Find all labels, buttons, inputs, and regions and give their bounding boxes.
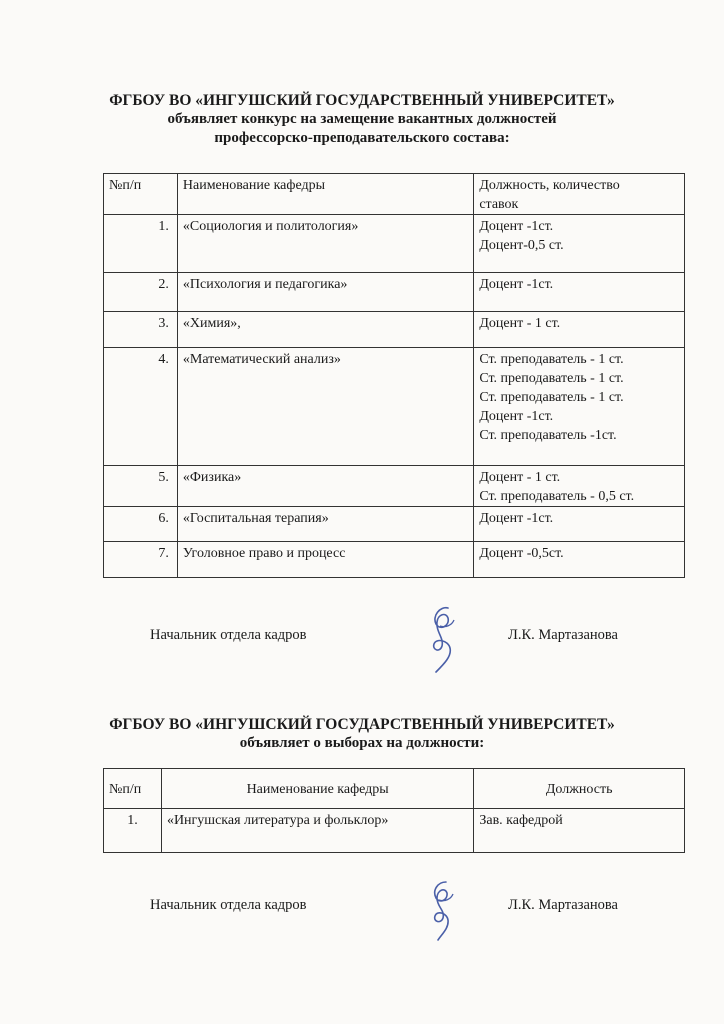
position-line: Ст. преподаватель - 1 ст. <box>479 390 624 405</box>
row-num: 3. <box>104 312 178 348</box>
position-line: Доцент -1ст. <box>479 511 554 526</box>
position-line: Ст. преподаватель - 1 ст. <box>479 352 624 367</box>
announcement-subtitle-2: профессорско-преподавательского состава: <box>214 130 510 146</box>
elections-table <box>103 768 685 853</box>
position-line: Доцент-0,5 ст. <box>479 238 564 253</box>
row-dept: «Математический анализ» <box>177 348 473 466</box>
position-line: Ст. преподаватель - 0,5 ст. <box>479 489 635 504</box>
table-row <box>104 215 685 273</box>
announcement-heading-1 <box>0 91 724 148</box>
position-line: Доцент - 1 ст. <box>479 316 561 331</box>
row-num: 5. <box>104 466 178 507</box>
row-positions <box>474 348 685 466</box>
row-num: 6. <box>104 507 178 542</box>
announcement-subtitle: объявляет о выборах на должности: <box>239 735 485 751</box>
table-row <box>104 507 685 542</box>
table-row <box>104 809 685 853</box>
row-dept: «Ингушская литература и фольклор» <box>161 809 473 853</box>
signature-image <box>418 874 468 946</box>
position-line: Доцент -0,5ст. <box>479 546 564 561</box>
signer-title: Начальник отдела кадров <box>150 627 307 643</box>
row-position: Зав. кафедрой <box>474 809 685 853</box>
position-line: Доцент -1ст. <box>479 409 554 424</box>
signer-name: Л.К. Мартазанова <box>508 897 618 913</box>
header-position: Должность <box>474 769 685 809</box>
signature-image <box>418 598 468 680</box>
row-positions <box>474 507 685 542</box>
signer-title: Начальник отдела кадров <box>150 897 307 913</box>
table-row <box>104 542 685 578</box>
position-line: Ст. преподаватель - 1 ст. <box>479 371 624 386</box>
table-row <box>104 466 685 507</box>
row-dept: «Физика» <box>177 466 473 507</box>
table-row <box>104 348 685 466</box>
header-position-line2: ставок <box>479 197 519 212</box>
position-line: Доцент -1ст. <box>479 219 554 234</box>
row-dept: «Социология и политология» <box>177 215 473 273</box>
header-num: №п/п <box>104 769 162 809</box>
row-positions <box>474 542 685 578</box>
position-line: Доцент -1ст. <box>479 277 554 292</box>
announcement-heading-2 <box>0 715 724 753</box>
table-row <box>104 312 685 348</box>
row-dept: Уголовное право и процесс <box>177 542 473 578</box>
vacancies-table <box>103 173 685 578</box>
row-positions <box>474 273 685 312</box>
row-positions <box>474 312 685 348</box>
header-position <box>474 174 685 215</box>
signer-name: Л.К. Мартазанова <box>508 627 618 643</box>
header-dept: Наименование кафедры <box>177 174 473 215</box>
table-header-row <box>104 174 685 215</box>
header-dept: Наименование кафедры <box>161 769 473 809</box>
row-num: 2. <box>104 273 178 312</box>
row-positions <box>474 466 685 507</box>
university-title: ФГБОУ ВО «ИНГУШСКИЙ ГОСУДАРСТВЕННЫЙ УНИВЕРСИТЕТ» <box>109 92 615 109</box>
row-num: 4. <box>104 348 178 466</box>
row-dept: «Химия», <box>177 312 473 348</box>
table-row <box>104 273 685 312</box>
row-num: 7. <box>104 542 178 578</box>
row-dept: «Госпитальная терапия» <box>177 507 473 542</box>
position-line: Доцент - 1 ст. <box>479 470 561 485</box>
row-num: 1. <box>104 809 162 853</box>
header-position-line1: Должность, количество <box>479 178 620 193</box>
table-header-row <box>104 769 685 809</box>
announcement-subtitle: объявляет конкурс на замещение вакантных должностей <box>167 111 557 127</box>
university-title: ФГБОУ ВО «ИНГУШСКИЙ ГОСУДАРСТВЕННЫЙ УНИВЕРСИТЕТ» <box>109 716 615 733</box>
header-num: №п/п <box>104 174 178 215</box>
row-positions <box>474 215 685 273</box>
row-num: 1. <box>104 215 178 273</box>
position-line: Ст. преподаватель -1ст. <box>479 428 617 443</box>
row-dept: «Психология и педагогика» <box>177 273 473 312</box>
